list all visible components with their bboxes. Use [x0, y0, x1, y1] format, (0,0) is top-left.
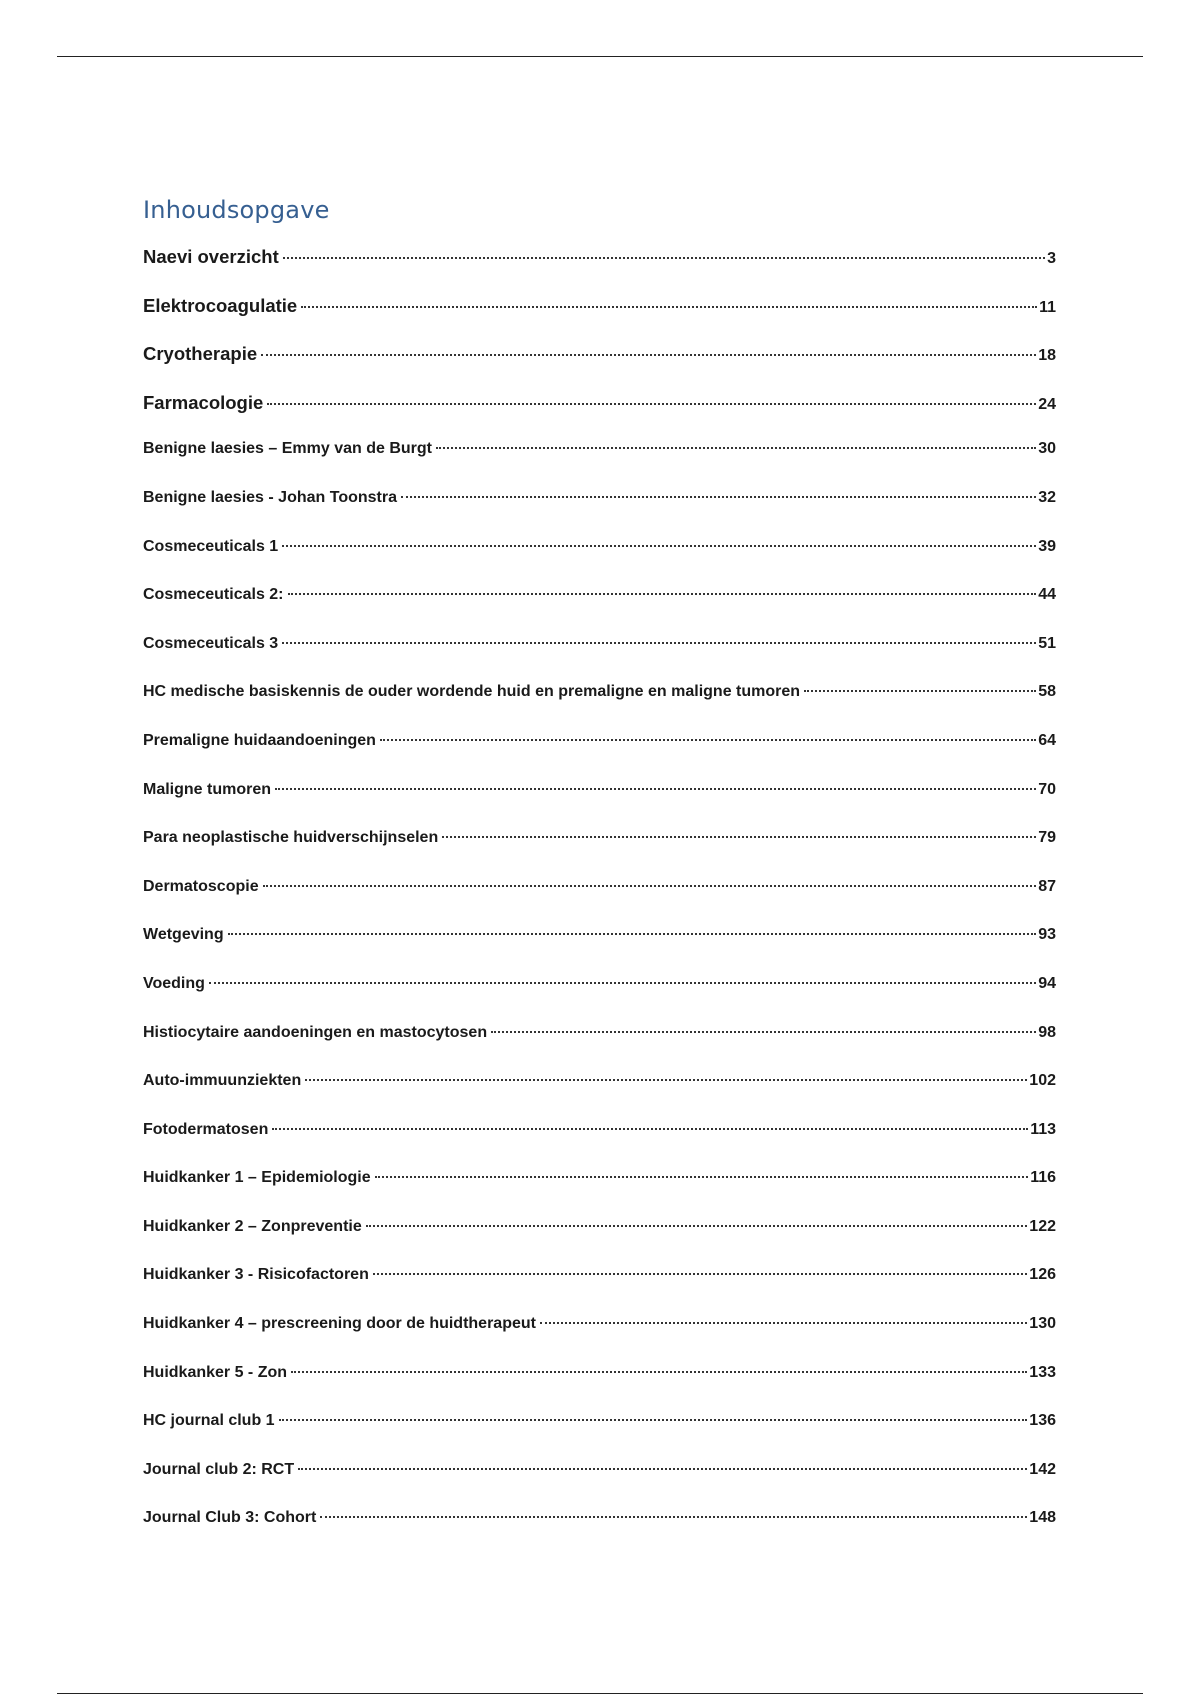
toc-entry-page-number: 11: [1039, 298, 1056, 316]
dot-leader: [228, 933, 1037, 935]
toc-entry-page-number: 64: [1038, 731, 1056, 749]
toc-entry[interactable]: [143, 1509, 1056, 1558]
toc-entry[interactable]: [143, 246, 1056, 295]
toc-entry-label: Benigne laesies – Emmy van de Burgt: [143, 440, 432, 458]
toc-entry[interactable]: [143, 489, 1056, 538]
toc-entry-label: Journal Club 3: Cohort: [143, 1509, 317, 1527]
toc-entry-label: Voeding: [143, 974, 205, 992]
table-of-contents: [143, 190, 1056, 1558]
toc-entry-page-number: 87: [1038, 877, 1056, 895]
toc-entry-label: Farmacologie: [143, 391, 264, 413]
toc-entry-label: Premaligne huidaandoeningen: [143, 731, 376, 749]
toc-entry[interactable]: [143, 295, 1056, 344]
dot-leader: [272, 1128, 1028, 1130]
toc-entry-page-number: 39: [1038, 537, 1056, 555]
toc-entry[interactable]: [143, 440, 1056, 489]
toc-entry-page-number: 24: [1038, 395, 1056, 413]
toc-entry-label: Cosmeceuticals 3: [143, 634, 279, 652]
dot-leader: [442, 836, 1036, 838]
dot-leader: [804, 690, 1036, 692]
toc-entry[interactable]: [143, 781, 1056, 830]
toc-entry[interactable]: [143, 926, 1056, 975]
toc-entry-page-number: 94: [1038, 974, 1056, 992]
toc-entry-page-number: 93: [1038, 926, 1056, 944]
dot-leader: [301, 306, 1037, 308]
toc-entry-page-number: 58: [1038, 683, 1056, 701]
toc-entry-page-number: 98: [1038, 1023, 1056, 1041]
toc-list: [143, 246, 1056, 1558]
toc-entry[interactable]: [143, 635, 1056, 684]
toc-entry[interactable]: [143, 1364, 1056, 1413]
toc-entry-label: Cosmeceuticals 2:: [143, 586, 284, 604]
dot-leader: [491, 1031, 1036, 1033]
toc-entry-label: Dermatoscopie: [143, 877, 259, 895]
toc-entry-label: Huidkanker 1 – Epidemiologie: [143, 1169, 371, 1187]
toc-entry-page-number: 3: [1047, 250, 1056, 267]
toc-entry-page-number: 130: [1029, 1315, 1056, 1333]
toc-entry-page-number: 136: [1029, 1412, 1056, 1430]
toc-entry-label: Huidkanker 2 – Zonpreventie: [143, 1217, 362, 1235]
dot-leader: [375, 1176, 1029, 1178]
toc-entry-page-number: 126: [1029, 1266, 1056, 1284]
toc-entry[interactable]: [143, 1266, 1056, 1315]
dot-leader: [209, 982, 1036, 984]
footer-rule: [57, 1693, 1143, 1694]
toc-entry-page-number: 18: [1038, 347, 1056, 365]
toc-entry-label: Fotodermatosen: [143, 1120, 269, 1138]
toc-entry[interactable]: [143, 1072, 1056, 1121]
toc-entry-label: Cosmeceuticals 1: [143, 537, 279, 555]
toc-entry-label: Histiocytaire aandoeningen en mastocytosen: [143, 1023, 488, 1041]
dot-leader: [305, 1079, 1027, 1081]
dot-leader: [282, 545, 1036, 547]
toc-entry-page-number: 79: [1038, 829, 1056, 847]
toc-entry-page-number: 142: [1029, 1460, 1056, 1478]
toc-entry-label: Naevi overzicht: [143, 246, 279, 267]
toc-entry-label: Huidkanker 5 - Zon: [143, 1363, 288, 1381]
toc-entry-page-number: 102: [1029, 1072, 1056, 1090]
dot-leader: [279, 1419, 1028, 1421]
toc-entry[interactable]: [143, 1024, 1056, 1073]
dot-leader: [373, 1273, 1027, 1275]
toc-entry[interactable]: [143, 1169, 1056, 1218]
toc-entry[interactable]: [143, 1315, 1056, 1364]
toc-entry-page-number: 148: [1029, 1509, 1056, 1527]
dot-leader: [366, 1225, 1028, 1227]
toc-entry-label: Huidkanker 3 - Risicofactoren: [143, 1266, 369, 1284]
toc-entry-label: Para neoplastische huidverschijnselen: [143, 829, 439, 847]
toc-entry-label: Auto-immuunziekten: [143, 1072, 302, 1090]
dot-leader: [288, 593, 1037, 595]
toc-entry-label: Cryotherapie: [143, 343, 258, 365]
toc-entry[interactable]: [143, 1218, 1056, 1267]
toc-entry[interactable]: [143, 829, 1056, 878]
toc-entry-label: HC journal club 1: [143, 1412, 275, 1430]
toc-entry-label: Journal club 2: RCT: [143, 1460, 295, 1478]
toc-entry[interactable]: [143, 343, 1056, 392]
header-rule: [57, 56, 1143, 57]
toc-title: Inhoudsopgave: [143, 196, 330, 224]
toc-entry-label: Huidkanker 4 – prescreening door de huidtherapeut: [143, 1315, 536, 1333]
toc-entry-page-number: 30: [1038, 440, 1056, 458]
toc-entry-label: Benigne laesies - Johan Toonstra: [143, 488, 397, 506]
toc-entry[interactable]: [143, 1121, 1056, 1170]
dot-leader: [275, 788, 1036, 790]
toc-entry[interactable]: [143, 1461, 1056, 1510]
dot-leader: [320, 1516, 1027, 1518]
dot-leader: [380, 739, 1036, 741]
toc-entry[interactable]: [143, 392, 1056, 441]
toc-entry[interactable]: [143, 975, 1056, 1024]
toc-entry-page-number: 44: [1038, 586, 1056, 604]
toc-entry-label: HC medische basiskennis de ouder wordende huid en premaligne en maligne tumoren: [143, 683, 801, 701]
dot-leader: [401, 496, 1036, 498]
toc-entry-page-number: 113: [1030, 1120, 1056, 1138]
dot-leader: [263, 885, 1037, 887]
toc-entry-page-number: 51: [1038, 634, 1056, 652]
dot-leader: [282, 642, 1036, 644]
toc-entry[interactable]: [143, 878, 1056, 927]
toc-entry[interactable]: [143, 586, 1056, 635]
dot-leader: [291, 1371, 1027, 1373]
dot-leader: [436, 447, 1036, 449]
toc-entry-label: Maligne tumoren: [143, 780, 272, 798]
toc-entry[interactable]: [143, 1412, 1056, 1461]
toc-entry-page-number: 70: [1038, 780, 1056, 798]
dot-leader: [267, 403, 1036, 405]
dot-leader: [283, 257, 1045, 259]
toc-entry-label: Wetgeving: [143, 926, 224, 944]
toc-entry-page-number: 122: [1029, 1217, 1056, 1235]
dot-leader: [298, 1468, 1027, 1470]
toc-entry[interactable]: [143, 538, 1056, 587]
dot-leader: [261, 354, 1036, 356]
toc-entry-page-number: 32: [1038, 488, 1056, 506]
toc-entry-page-number: 133: [1029, 1363, 1056, 1381]
toc-entry[interactable]: [143, 732, 1056, 781]
toc-entry[interactable]: [143, 683, 1056, 732]
dot-leader: [540, 1322, 1027, 1324]
toc-entry-page-number: 116: [1030, 1169, 1056, 1187]
toc-entry-label: Elektrocoagulatie: [143, 294, 298, 316]
